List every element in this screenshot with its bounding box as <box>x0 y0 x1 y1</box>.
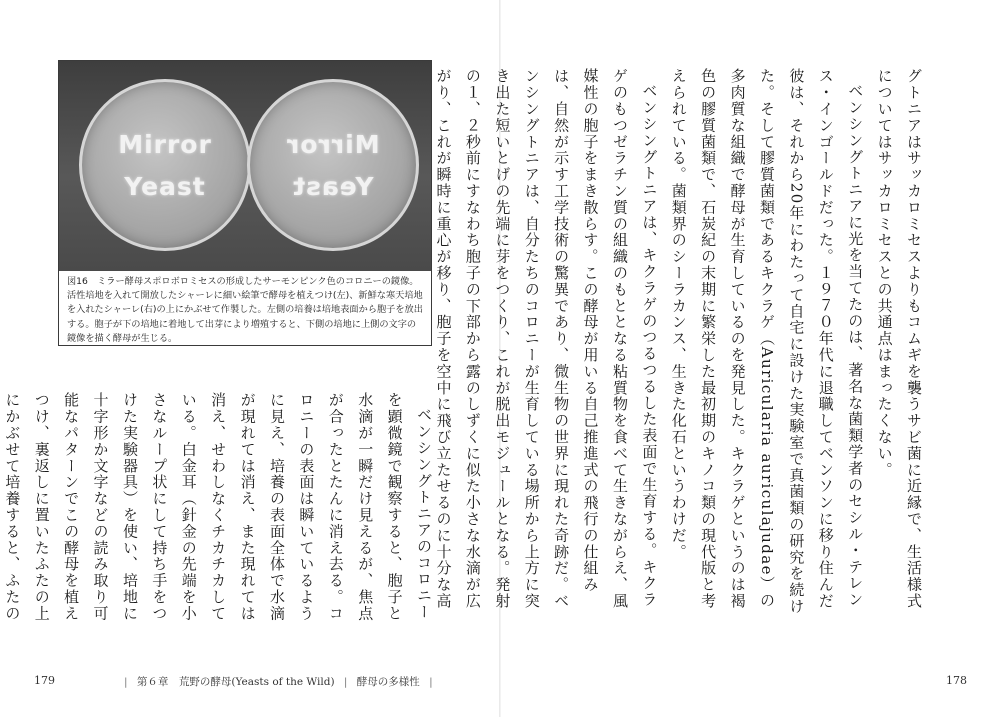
paragraph: ベンシングトニアのコロニーを顕微鏡で観察すると、胞子と水滴が一瞬だけ見えるが、焦点が合ったとたんに消え去る。コロニーの表面は瞬いているように見え、培養の表面全体で水滴が現れては消え、また現れては消え、せわしなくチカチカしている。白金耳（針金の先端を小さなループ状にして持ち手をつけた実験器具）を使い、培地に十字形か文字などの読み取り可能なパターンでこの酵母を植えつけ、裏返しに置いたふたの上にかぶせて培養すると、ふたの <box>3 392 433 622</box>
page-number-left: 179 <box>34 674 55 687</box>
paragraph: グトニアはサッカロミセスよりもコムギを襲うサビ菌に近縁で、生活様式についてはサッカロミセスとの共通点はまったくない。 <box>875 68 923 610</box>
page-number-right: 178 <box>946 674 967 687</box>
separator: | <box>343 676 348 688</box>
separator: | <box>429 676 433 688</box>
right-page-body <box>434 68 928 624</box>
left-page-body <box>3 392 438 630</box>
paragraph: ベンシングトニアに光を当てたのは、著名な菌類学者のセシル・テレンス・インゴールドだった。１９７０年代に退職してベンソンに移り住んだ彼は、それから20年にわたって自宅に設けた実験室で真菌類の研究を続けた。そして膠質菌類であるキクラゲ（Auricularia auriculajudae）の多肉質な組織で酵母が生育しているのを発見した。キクラゲというのは褐色の膠質菌類で、石炭紀の末期に繁栄した最初期のキノコ類の現代版と考えられている。菌類界のシーラカンス、生きた化石というわけだ。 <box>669 68 865 615</box>
mirrored-label-line2: Yeast <box>292 172 374 201</box>
paragraph: ベンシングトニアは、キクラゲのつるつるした表面で生育する。キクラゲのもつゼラチン質の組織のもととなる粘質物を食べて生きながらえ、風媒性の胞子をまき散らす。この酵母が用いる自己推進式の飛行の仕組みは、自然が示す工学技術の驚異であり、微生物の世界に現れた奇跡だ。ベンシングトニアは、自分たちのコロニーが生育している場所から上方に突き出た短いとげの先端に芽をつくり、これが脱出モジュールとなる。発射の１、２秒前にすなわち胞子の下部から露のしずくに似た小さな水滴が広がり、これが瞬時に重心が移り、胞子を空中に飛び立たせるのに十分な高 <box>434 68 659 610</box>
figure-16 <box>58 60 432 346</box>
mirrored-label-line1: Mirror <box>286 130 380 159</box>
running-head <box>118 674 439 689</box>
petri-dish-photo <box>59 61 431 271</box>
figure-caption: 図16 ミラー酵母スポロボロミセスの形成したサーモンピンク色のコロニーの鏡像。活性培地を入れて開放したシャーレに細い絵筆で酵母を植えつけ(左)、新鮮な寒天培地を入れたシャーレ(右)の上にかぶせて作製した。左側の培養は培地表面から胞子を放出する。胞子が下の培地に着地して出芽により増殖すると、下側の培地に上側の文字の鏡像を描く酵母が生じる。 <box>67 276 423 344</box>
separator: | <box>124 676 128 688</box>
petri-dish-right <box>247 79 419 251</box>
section-title: 酵母の多様性 <box>356 676 420 688</box>
dish-label-line2: Yeast <box>124 172 206 201</box>
chapter-title: 第６章 荒野の酵母(Yeasts of the Wild) <box>136 676 335 688</box>
dish-label-line1: Mirror <box>118 130 212 159</box>
petri-dish-left <box>79 79 251 251</box>
